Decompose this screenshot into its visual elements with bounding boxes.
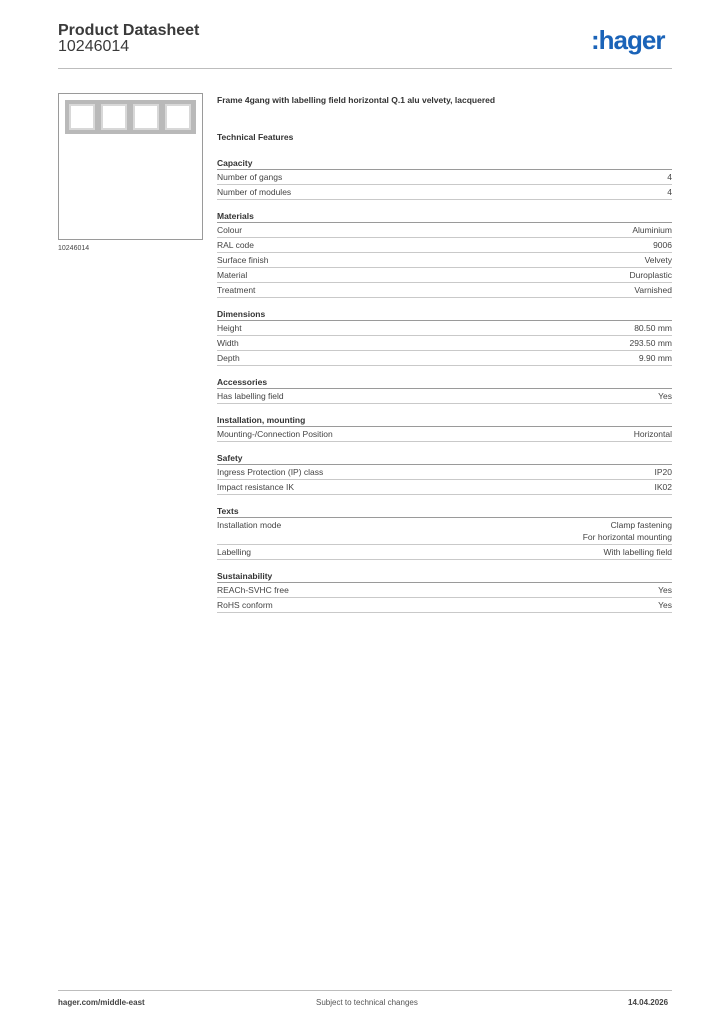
section — [217, 308, 672, 366]
feature-value — [634, 284, 672, 296]
feature-label: Depth — [217, 353, 240, 363]
feature-row — [217, 465, 672, 480]
section-title: Materials — [217, 210, 672, 223]
feature-row — [217, 321, 672, 336]
section — [217, 505, 672, 560]
feature-row — [217, 351, 672, 366]
section-title: Dimensions — [217, 308, 672, 321]
feature-value-line: IK02 — [654, 482, 672, 492]
feature-value-line: Horizontal — [633, 429, 672, 439]
feature-label: Installation mode — [217, 520, 282, 530]
feature-value-line: IP20 — [654, 467, 672, 477]
page-title: Product Datasheet — [58, 22, 200, 39]
feature-row — [217, 336, 672, 351]
feature-value — [629, 269, 672, 281]
feature-label: Impact resistance IK — [217, 482, 295, 492]
section-title: Texts — [217, 505, 672, 518]
feature-row — [217, 185, 672, 200]
feature-row — [217, 238, 672, 253]
feature-value — [634, 322, 672, 334]
feature-value-line: 80.50 mm — [634, 323, 672, 333]
feature-value-line: Yes — [658, 391, 672, 401]
feature-value-line: For horizontal mounting — [582, 532, 672, 542]
footer-date: 14.04.2026 — [628, 998, 669, 1007]
feature-label: REACh-SVHC free — [217, 585, 289, 595]
feature-label: Ingress Protection (IP) class — [217, 467, 324, 477]
feature-label: Material — [217, 270, 248, 280]
section — [217, 376, 672, 404]
feature-value-line: Velvety — [644, 255, 672, 265]
section — [217, 452, 672, 495]
feature-value — [634, 428, 672, 440]
feature-value — [583, 519, 672, 543]
section — [217, 210, 672, 298]
gang-opening — [101, 104, 127, 130]
section-title: Installation, mounting — [217, 414, 672, 427]
feature-label: Height — [217, 323, 242, 333]
feature-value — [632, 224, 672, 236]
feature-row — [217, 583, 672, 598]
feature-value-line: 4 — [667, 187, 672, 197]
feature-label: Labelling — [217, 547, 252, 557]
feature-label: RAL code — [217, 240, 255, 250]
feature-value — [639, 352, 672, 364]
feature-label: Mounting-/Connection Position — [217, 429, 333, 439]
feature-label: Treatment — [217, 285, 256, 295]
hager-logo: :hager — [591, 25, 665, 55]
section-title: Safety — [217, 452, 672, 465]
feature-row — [217, 545, 672, 560]
feature-value — [655, 466, 673, 478]
feature-label: Number of modules — [217, 187, 292, 197]
feature-value — [653, 239, 672, 251]
technical-features-heading: Technical Features — [217, 132, 294, 142]
feature-row — [217, 268, 672, 283]
feature-row — [217, 518, 672, 545]
section-title: Capacity — [217, 157, 672, 170]
feature-value — [658, 584, 672, 596]
footer-website: hager.com/middle-east — [58, 998, 145, 1007]
image-caption: 10246014 — [58, 245, 90, 252]
feature-value — [667, 186, 672, 198]
feature-value-line: Duroplastic — [629, 270, 672, 280]
section-title: Accessories — [217, 376, 672, 389]
feature-value — [658, 390, 672, 402]
feature-row — [217, 170, 672, 185]
section — [217, 414, 672, 442]
feature-label: RoHS conform — [217, 600, 273, 610]
feature-value-line: Aluminium — [632, 225, 672, 235]
gang-opening — [69, 104, 95, 130]
feature-value — [667, 171, 672, 183]
feature-label: Colour — [217, 225, 243, 235]
feature-value-line: Yes — [658, 600, 672, 610]
footer-note: Subject to technical changes — [316, 998, 418, 1007]
feature-value-line: Clamp fastening — [610, 520, 672, 530]
feature-value-line: 293.50 mm — [629, 338, 672, 348]
feature-value-line: 9006 — [653, 240, 672, 250]
datasheet-content — [217, 95, 672, 623]
feature-value-line: Varnished — [634, 285, 672, 295]
frame-4gang-illustration — [65, 100, 196, 134]
feature-label: Width — [217, 338, 239, 348]
feature-sections — [217, 157, 672, 613]
feature-label: Surface finish — [217, 255, 269, 265]
feature-row — [217, 253, 672, 268]
feature-label: Has labelling field — [217, 391, 284, 401]
feature-row — [217, 283, 672, 298]
section — [217, 570, 672, 613]
section-title: Sustainability — [217, 570, 672, 583]
feature-label: Number of gangs — [217, 172, 283, 182]
gang-opening — [133, 104, 159, 130]
product-image — [58, 93, 203, 240]
feature-row — [217, 223, 672, 238]
feature-value — [603, 546, 672, 558]
feature-row — [217, 427, 672, 442]
feature-value-line: Yes — [658, 585, 672, 595]
feature-value-line: 4 — [667, 172, 672, 182]
feature-value-line: 9.90 mm — [638, 353, 672, 363]
section — [217, 157, 672, 200]
feature-value — [658, 599, 672, 611]
feature-value — [645, 254, 672, 266]
feature-value — [655, 481, 673, 493]
product-number: 10246014 — [58, 38, 130, 55]
feature-row — [217, 598, 672, 613]
feature-value — [629, 337, 672, 349]
feature-row — [217, 480, 672, 495]
feature-row — [217, 389, 672, 404]
footer-divider — [58, 990, 672, 991]
header-divider — [58, 68, 672, 69]
gang-opening — [165, 104, 191, 130]
product-description: Frame 4gang with labelling field horizontal Q.1 alu velvety, lacquered — [217, 95, 496, 105]
feature-value-line: With labelling field — [603, 547, 672, 557]
